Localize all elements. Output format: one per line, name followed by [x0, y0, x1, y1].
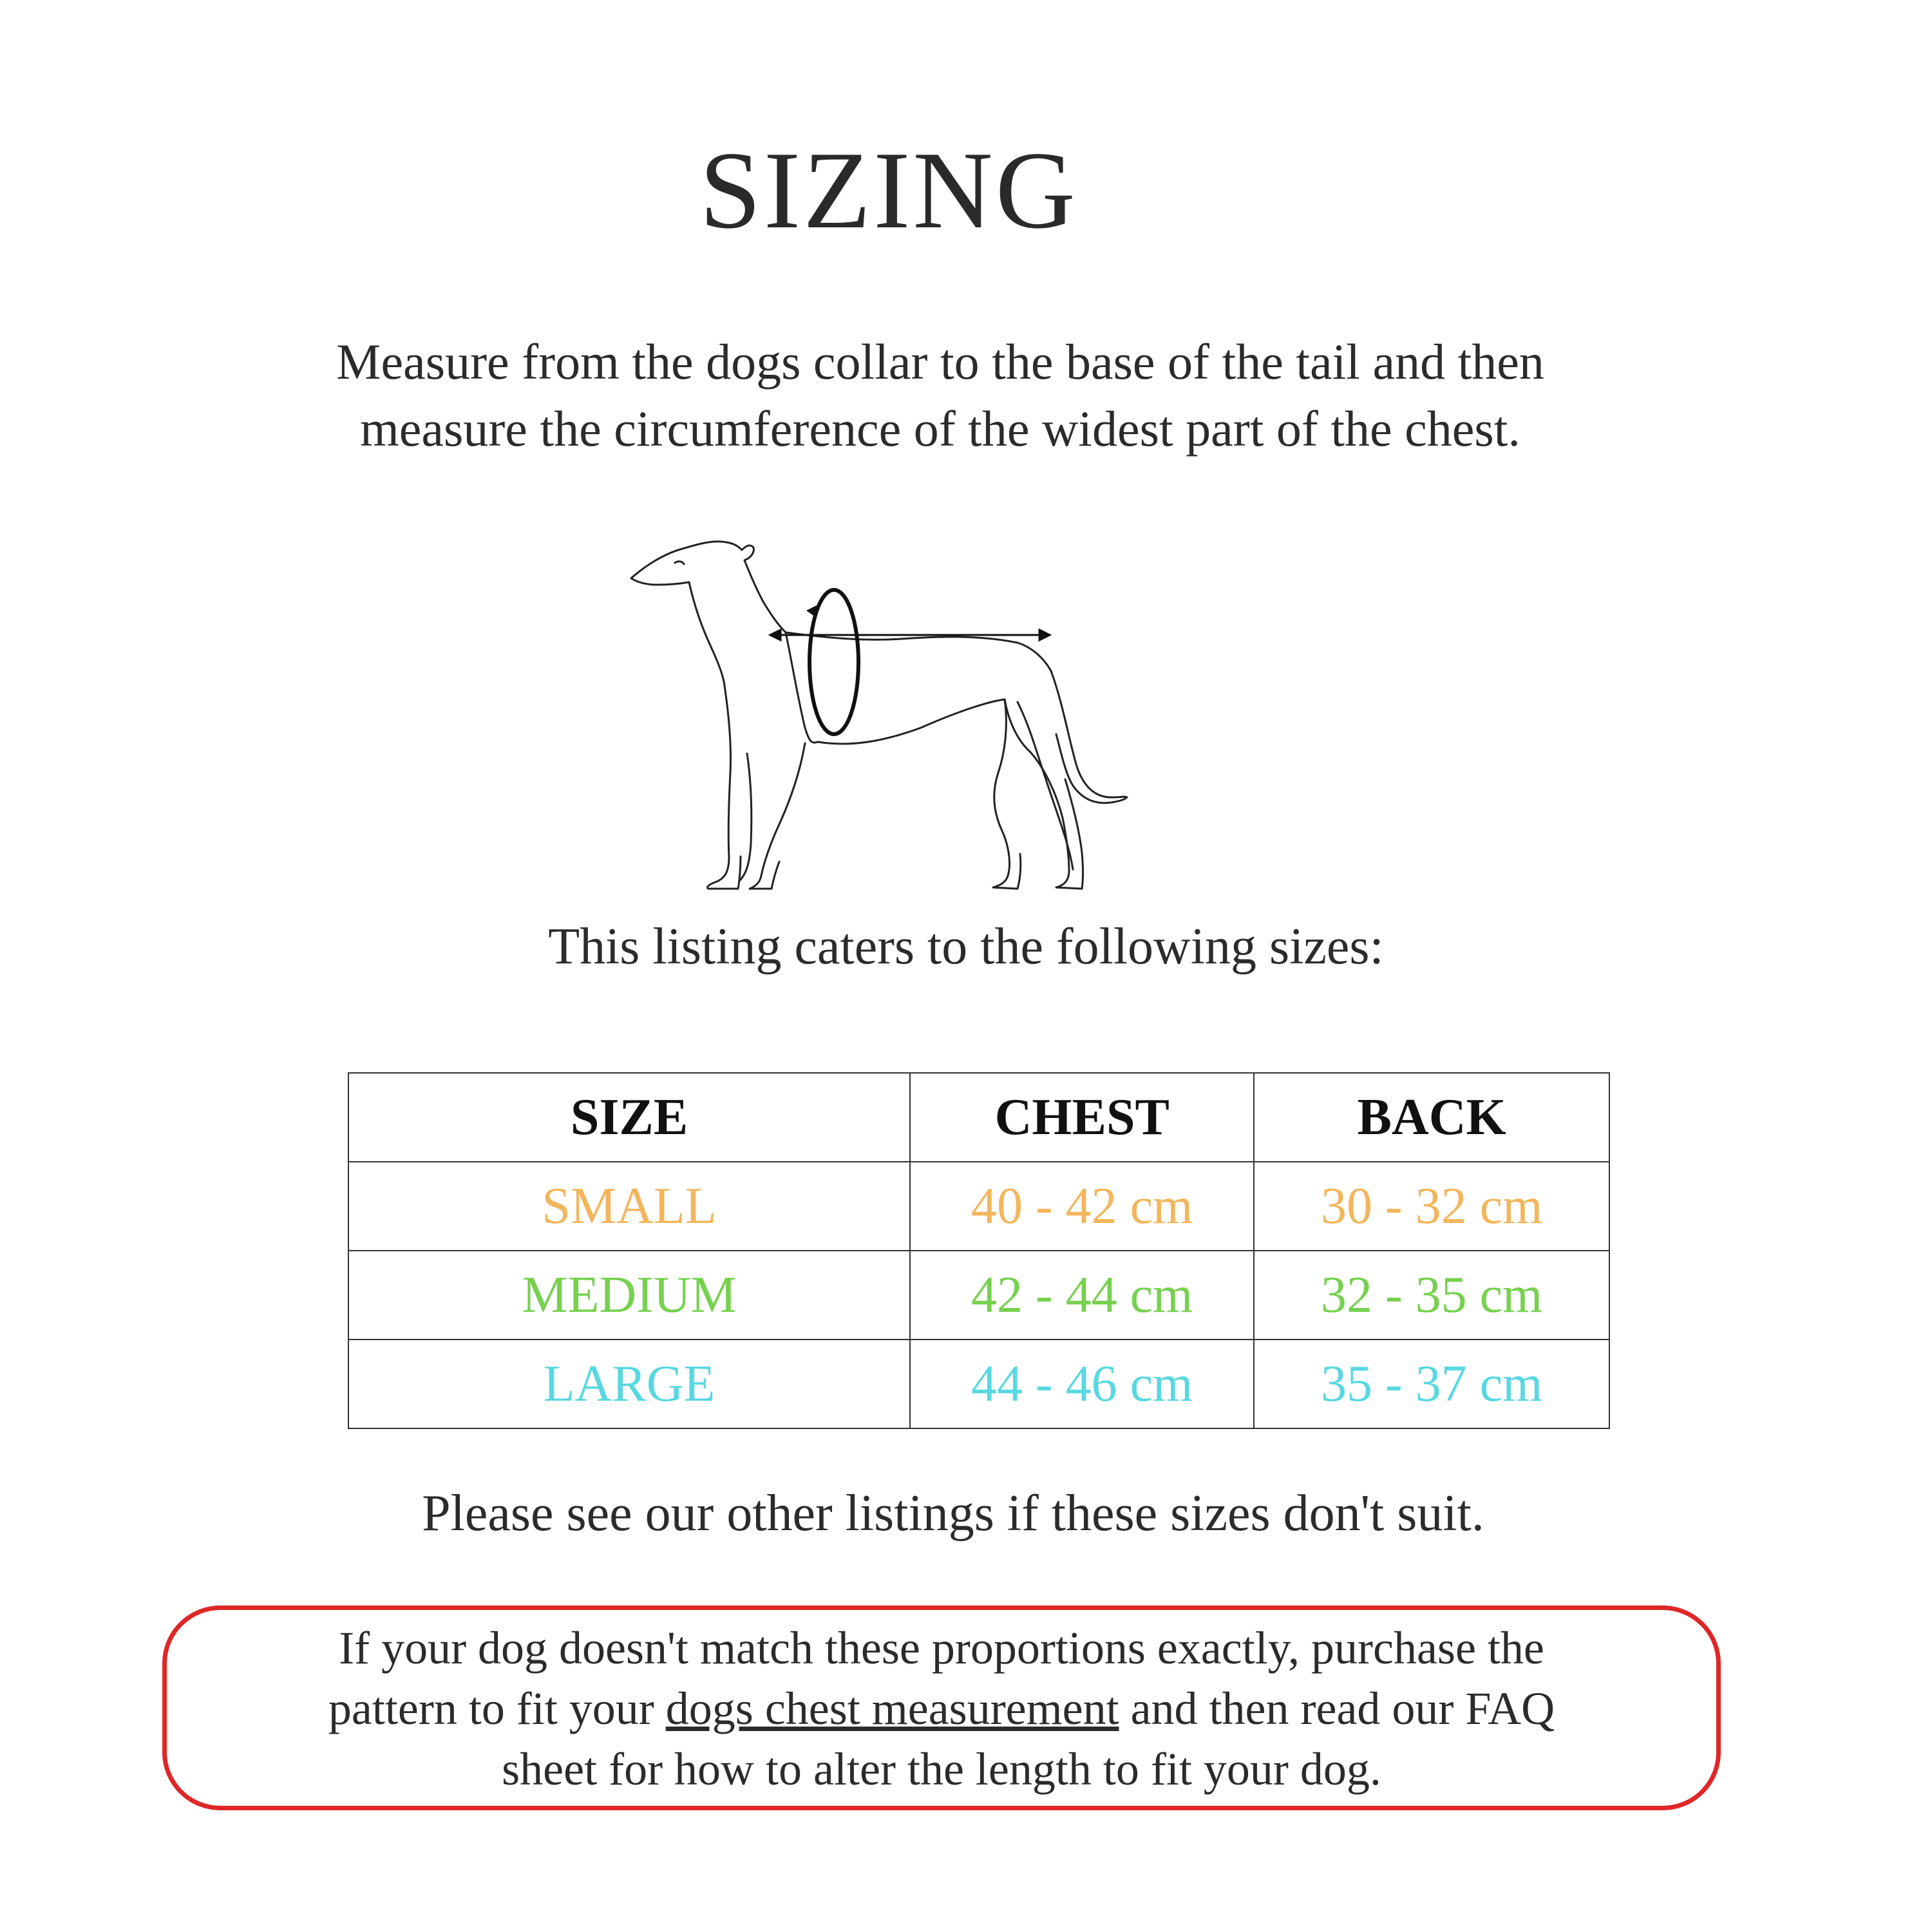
table-row-small — [348, 1162, 1609, 1251]
notice-line-2 — [167, 1678, 1716, 1739]
size-chart-table — [348, 1072, 1610, 1429]
back-medium: 32 - 35 cm — [1254, 1251, 1609, 1340]
header-size: SIZE — [348, 1073, 910, 1162]
header-back: BACK — [1254, 1073, 1609, 1162]
size-small: SMALL — [348, 1162, 910, 1251]
chest-small: 40 - 42 cm — [910, 1162, 1254, 1251]
sizes-intro: This listing caters to the following sizes: — [548, 918, 1384, 975]
size-large: LARGE — [348, 1340, 910, 1428]
chest-large: 44 - 46 cm — [910, 1340, 1254, 1428]
instruction-line-2: measure the circumference of the widest part of the chest. — [360, 401, 1520, 457]
notice-line-2-end: and then read our FAQ — [1119, 1683, 1555, 1734]
table-row-medium — [348, 1251, 1609, 1340]
notice-line-1: If your dog doesn't match these proportions exactly, purchase the — [339, 1622, 1544, 1674]
back-small: 30 - 32 cm — [1254, 1162, 1609, 1251]
table-header-row — [348, 1073, 1609, 1162]
notice-line-3: sheet for how to alter the length to fit your dog. — [502, 1743, 1381, 1795]
greyhound-measurement-illustration — [618, 509, 1185, 895]
table-row-large — [348, 1340, 1609, 1428]
header-chest: CHEST — [910, 1073, 1254, 1162]
other-listings-note: Please see our other listings if these sizes don't suit. — [422, 1485, 1484, 1542]
page-title: SIZING — [699, 129, 1078, 252]
notice-line-2-start: pattern to fit your — [328, 1683, 666, 1734]
chest-medium: 42 - 44 cm — [910, 1251, 1254, 1340]
size-medium: MEDIUM — [348, 1251, 910, 1340]
chest-measurement-link[interactable]: dogs chest measurement — [665, 1683, 1119, 1734]
measuring-instructions — [129, 328, 1752, 462]
instruction-line-1: Measure from the dogs collar to the base of the tail and then — [336, 334, 1544, 390]
proportions-notice — [162, 1605, 1721, 1810]
back-large: 35 - 37 cm — [1254, 1340, 1609, 1428]
